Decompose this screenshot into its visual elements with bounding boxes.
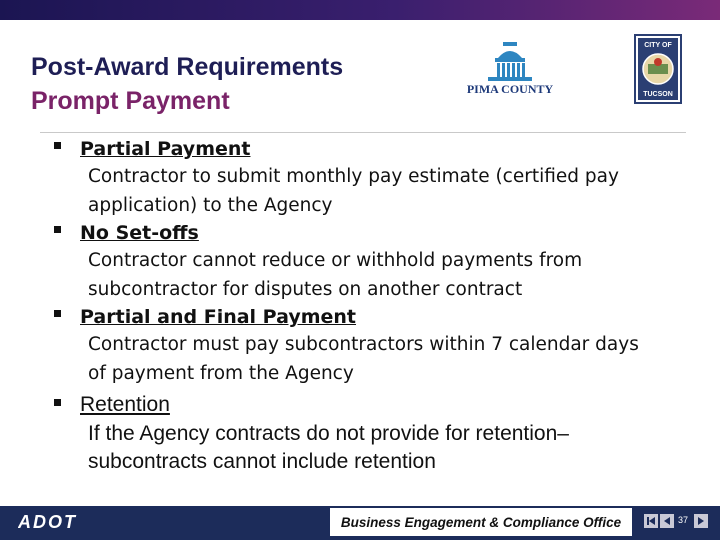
list-item xyxy=(54,136,694,220)
item-heading: Partial and Final Payment xyxy=(80,306,357,328)
first-slide-button[interactable] xyxy=(644,514,658,528)
item-description-line: application) to the Agency xyxy=(88,195,333,216)
item-description-line: subcontractor for disputes on another contract xyxy=(88,279,523,300)
svg-text:ADOT: ADOT xyxy=(18,513,77,531)
item-heading: Partial Payment xyxy=(80,138,251,160)
svg-text:TUCSON: TUCSON xyxy=(643,91,673,98)
city-of-tucson-seal xyxy=(634,34,682,104)
item-description-line: Contractor to submit monthly pay estimate (certified pay xyxy=(88,166,619,187)
footer-office-label xyxy=(330,508,632,536)
arrow-right-icon xyxy=(696,516,706,526)
svg-text:CITY OF: CITY OF xyxy=(644,42,672,49)
page-number: 37 xyxy=(678,515,689,525)
arrow-left-icon xyxy=(662,516,672,526)
bullet-icon xyxy=(54,310,61,317)
list-item xyxy=(54,390,694,476)
slide-subtitle: Prompt Payment xyxy=(31,87,230,115)
pima-county-logo xyxy=(458,40,562,96)
item-description-line: Contractor cannot reduce or withhold payments from xyxy=(88,250,583,271)
office-name: Business Engagement & Compliance Office xyxy=(340,514,622,530)
bullet-list xyxy=(54,136,694,476)
pima-logo-text: PIMA COUNTY xyxy=(466,82,554,96)
slide-title-line1: Post-Award Requirements xyxy=(31,53,344,81)
item-heading: No Set-offs xyxy=(80,222,199,244)
adot-logo xyxy=(18,513,98,531)
title-divider xyxy=(40,132,686,133)
item-heading: Retention xyxy=(80,393,170,416)
next-slide-button[interactable] xyxy=(694,514,708,528)
skip-back-icon xyxy=(646,516,656,526)
bullet-icon xyxy=(54,399,61,406)
previous-slide-button[interactable] xyxy=(660,514,674,528)
header-gradient-bar xyxy=(0,0,720,20)
item-description-line: If the Agency contracts do not provide for retention– xyxy=(88,422,569,445)
item-description-line: subcontracts cannot include retention xyxy=(88,450,436,473)
bullet-icon xyxy=(54,142,61,149)
bullet-icon xyxy=(54,226,61,233)
item-description-line: of payment from the Agency xyxy=(88,363,354,384)
list-item xyxy=(54,220,694,304)
list-item xyxy=(54,304,694,388)
item-description-line: Contractor must pay subcontractors within 7 calendar days xyxy=(88,334,639,355)
slide-title xyxy=(31,50,343,118)
